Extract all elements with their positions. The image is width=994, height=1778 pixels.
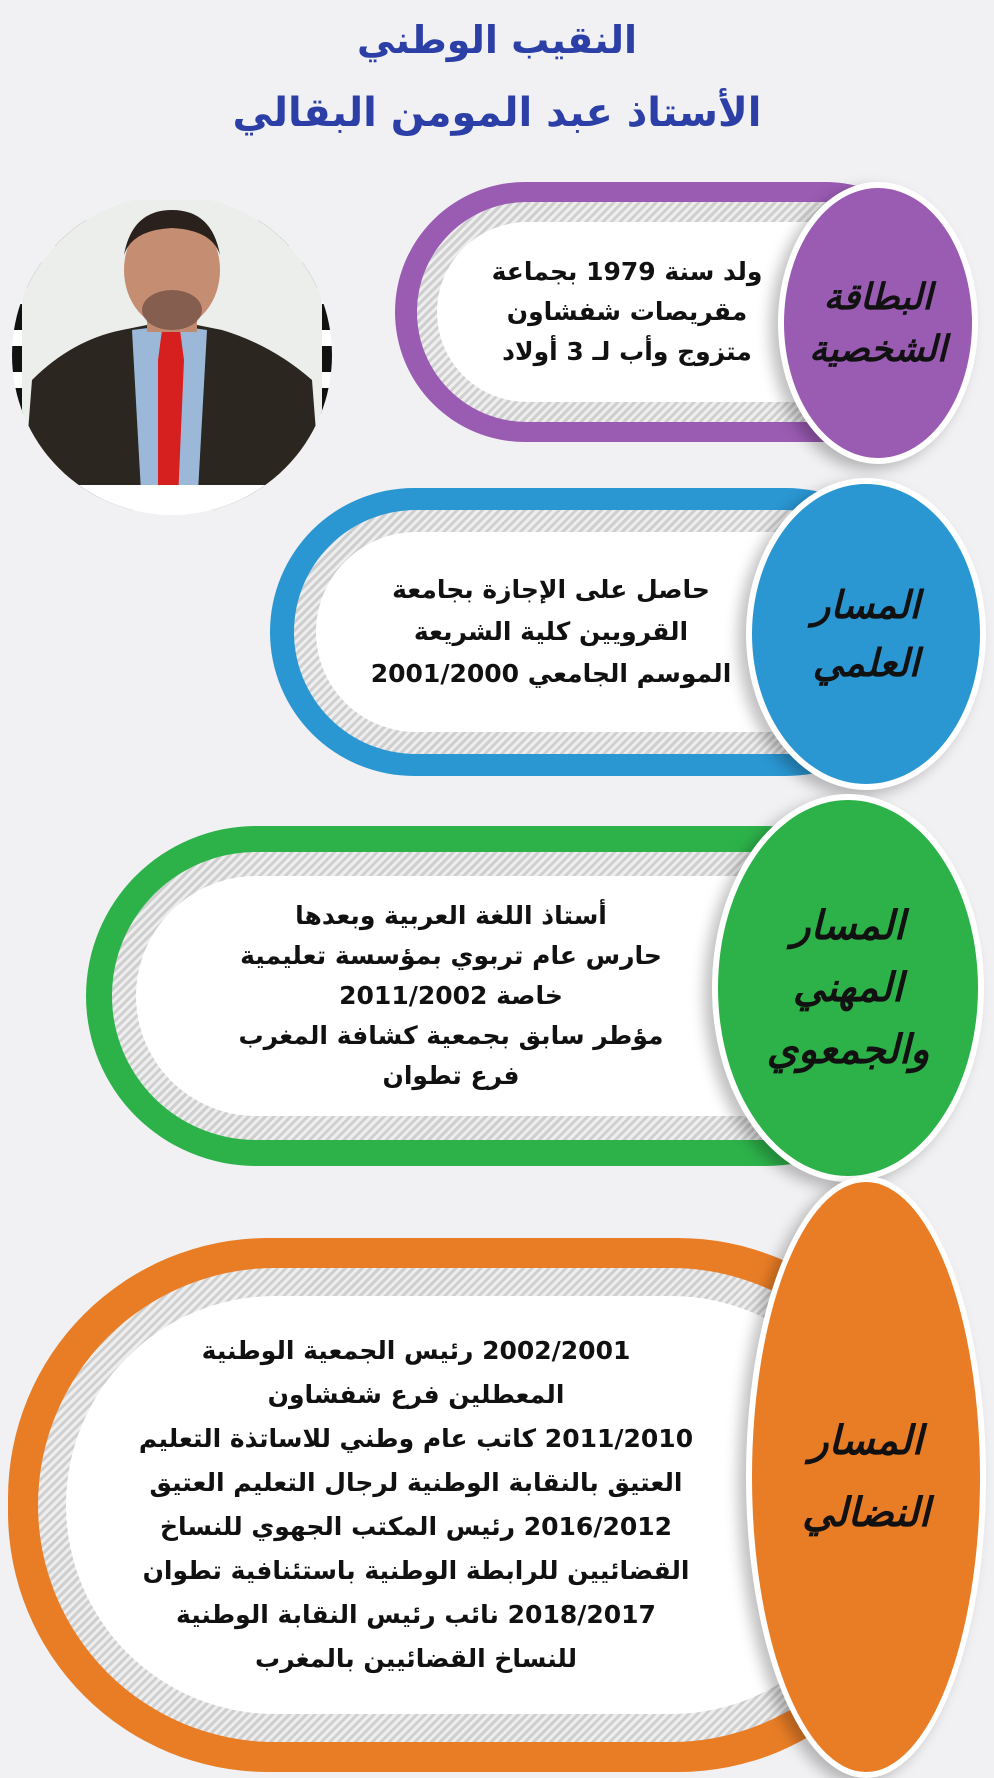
text-line: 2016/2012 رئيس المكتب الجهوي للنساخ — [159, 1512, 673, 1541]
academic-path-badge — [746, 478, 986, 790]
text-line: المعطلين فرع شفشاون — [267, 1380, 565, 1409]
text-line: الموسم الجامعي 2001/2000 — [370, 659, 732, 688]
text-line: أستاذ اللغة العربية وبعدها — [295, 901, 607, 930]
text-line: خاصة 2011/2002 — [339, 981, 563, 1010]
page-title: النقيب الوطني — [357, 18, 637, 62]
badge-label: المسار — [791, 902, 905, 949]
activism-path-text — [66, 1296, 766, 1714]
page-subtitle: الأستاذ عبد المومن البقالي — [232, 90, 762, 136]
badge-label: البطاقة — [823, 276, 933, 318]
badge-label: والجمعوي — [766, 1026, 930, 1073]
professional-path-badge — [712, 794, 984, 1182]
text-line: 2018/2017 نائب رئيس النقابة الوطنية — [176, 1600, 656, 1629]
badge-label: المسار — [809, 1417, 923, 1464]
text-line: العتيق بالنقابة الوطنية لرجال التعليم العتيق — [149, 1468, 683, 1497]
academic-path-text — [316, 532, 786, 732]
text-line: حاصل على الإجازة بجامعة — [392, 575, 710, 604]
text-line: ولد سنة 1979 بجماعة — [491, 257, 763, 286]
text-line: القرويين كلية الشريعة — [413, 617, 689, 646]
text-line: مؤطر سابق بجمعية كشافة المغرب — [238, 1021, 664, 1050]
text-line: متزوج وأب لـ 3 أولاد — [502, 337, 752, 366]
badge-label: الشخصية — [809, 328, 947, 370]
badge-label: العلمي — [812, 640, 920, 685]
text-line: القضائيين للرابطة الوطنية باستئنافية تطوان — [142, 1556, 690, 1585]
text-line: فرع تطوان — [382, 1061, 520, 1090]
personal-card-text — [437, 222, 817, 402]
text-line: للنساخ القضائيين بالمغرب — [254, 1644, 578, 1673]
activism-path-badge — [746, 1176, 986, 1778]
badge-label: النضالي — [802, 1489, 930, 1536]
text-line: مقريصات شفشاون — [506, 297, 748, 326]
text-line: حارس عام تربوي بمؤسسة تعليمية — [240, 941, 662, 970]
person-portrait-icon — [12, 200, 332, 530]
text-line: 2002/2001 رئيس الجمعية الوطنية — [201, 1336, 631, 1365]
professional-path-text — [146, 876, 756, 1116]
portrait-photo — [12, 200, 332, 530]
personal-card-badge — [778, 182, 978, 464]
badge-label: المهني — [792, 964, 904, 1011]
text-line: 2011/2010 كاتب عام وطني للاساتذة التعليم — [138, 1424, 694, 1453]
badge-label: المسار — [812, 582, 920, 627]
